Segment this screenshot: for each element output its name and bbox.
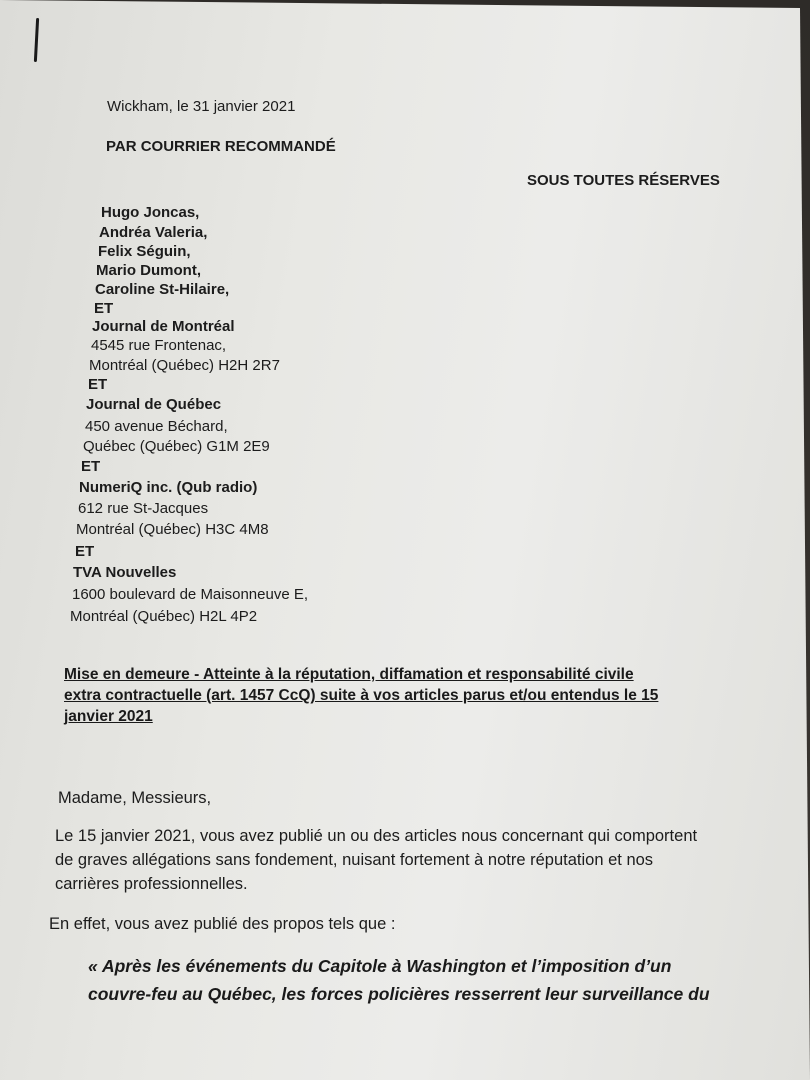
recipient-address: Montréal (Québec) H2L 4P2 [70, 608, 258, 625]
quote-line-2: couvre-feu au Québec, les forces policières resserrent leur surveillance du [88, 984, 710, 1004]
recipient-org: Journal de Montréal [92, 318, 235, 335]
recipient-org: TVA Nouvelles [73, 564, 177, 581]
subject-line-3: janvier 2021 [64, 708, 153, 725]
quotation [88, 952, 788, 1008]
recipient-separator: ET [94, 300, 114, 317]
recipient-org: NumeriQ inc. (Qub radio) [79, 479, 258, 496]
recipient-separator: ET [81, 458, 101, 475]
recipient-separator: ET [88, 376, 108, 393]
paragraph-1-line-3: carrières professionnelles. [55, 875, 248, 893]
recipient-name: Andréa Valeria, [99, 224, 208, 241]
recipient-address: 450 avenue Béchard, [85, 418, 228, 435]
subject-line [64, 664, 774, 727]
recipient-name: Mario Dumont, [96, 262, 201, 279]
recipient-org: Journal de Québec [86, 396, 222, 413]
quote-line-1: « Après les événements du Capitole à Washington et l’imposition d’un [88, 956, 672, 976]
recipient-address: Montréal (Québec) H2H 2R7 [89, 357, 280, 374]
place-date: Wickham, le 31 janvier 2021 [107, 98, 296, 115]
recipient-name: Caroline St-Hilaire, [95, 281, 230, 298]
salutation: Madame, Messieurs, [58, 789, 212, 807]
recipient-address: 1600 boulevard de Maisonneuve E, [72, 586, 309, 603]
recipient-separator: ET [75, 543, 95, 560]
subject-line-2: extra contractuelle (art. 1457 CcQ) suite à vos articles parus et/ou entendus le 15 [64, 687, 659, 704]
delivery-method: PAR COURRIER RECOMMANDÉ [106, 138, 336, 155]
recipient-name: Hugo Joncas, [101, 204, 200, 221]
subject-line-1: Mise en demeure - Atteinte à la réputation, diffamation et responsabilité civile [64, 666, 634, 683]
recipient-address: Montréal (Québec) H3C 4M8 [76, 521, 269, 538]
paragraph-1-line-1: Le 15 janvier 2021, vous avez publié un ou des articles nous concernant qui comportent [55, 827, 698, 845]
paragraph-1-line-2: de graves allégations sans fondement, nuisant fortement à notre réputation et nos [55, 851, 654, 869]
recipient-address: 4545 rue Frontenac, [91, 337, 227, 354]
reserve-notice: SOUS TOUTES RÉSERVES [527, 172, 720, 189]
paragraph-1 [55, 824, 697, 896]
recipient-address: Québec (Québec) G1M 2E9 [83, 438, 270, 455]
recipient-address: 612 rue St-Jacques [78, 500, 209, 517]
recipient-name: Felix Séguin, [98, 243, 191, 260]
paragraph-2: En effet, vous avez publié des propos tels que : [49, 915, 396, 933]
